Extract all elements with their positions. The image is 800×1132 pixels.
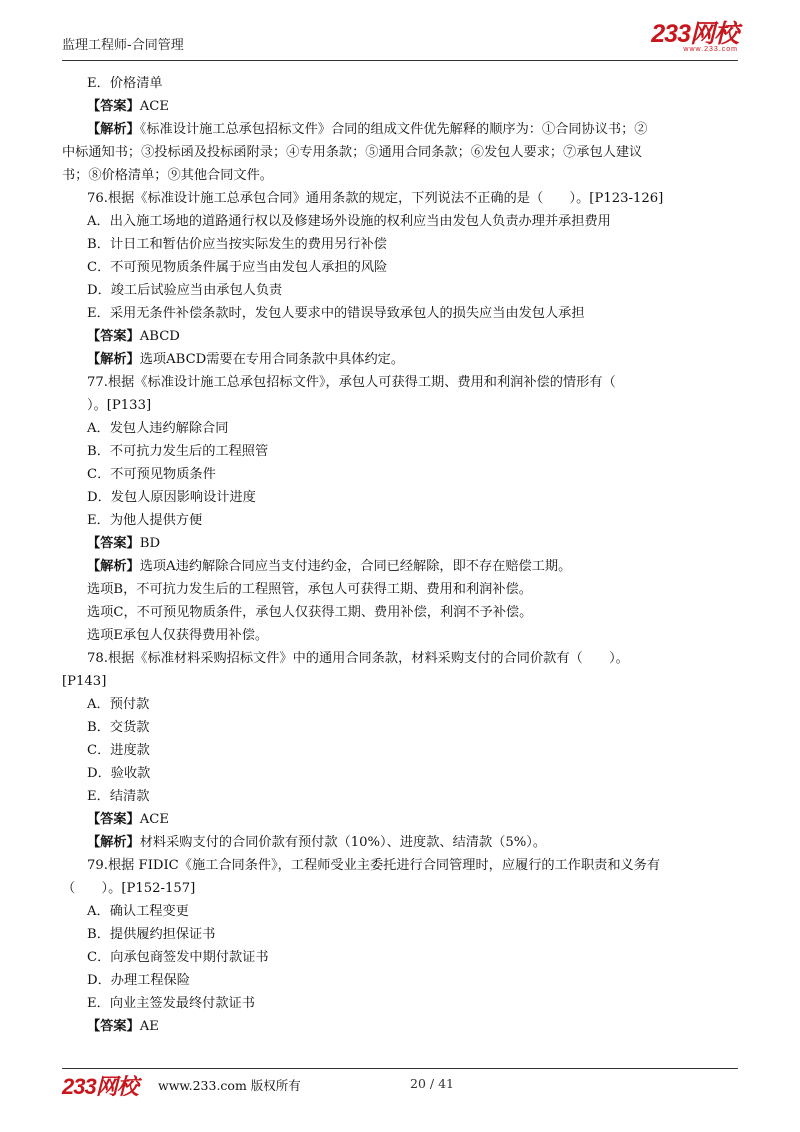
line-text: A．发包人违约解除合同 xyxy=(87,421,229,436)
text-line xyxy=(62,854,738,877)
line-text: C．进度款 xyxy=(87,743,150,758)
line-text: D．办理工程保险 xyxy=(87,973,190,988)
line-text: （ ）。[P152-157] xyxy=(62,881,196,896)
text-line xyxy=(62,992,738,1015)
text-line xyxy=(62,693,738,716)
line-text: B．不可抗力发生后的工程照管 xyxy=(87,444,269,459)
line-text: 77.根据《标准设计施工总承包招标文件》，承包人可获得工期、费用和利润补偿的情形有（ xyxy=(87,375,616,390)
text-line xyxy=(62,900,738,923)
text-line xyxy=(62,509,738,532)
text-line xyxy=(62,969,738,992)
line-text: AE xyxy=(139,1019,159,1034)
line-text: 选项ABCD需要在专用合同条款中具体约定。 xyxy=(139,352,405,367)
text-line xyxy=(62,325,738,348)
line-text: E．价格清单 xyxy=(87,76,163,91)
text-line xyxy=(62,1015,738,1038)
text-line xyxy=(62,601,738,624)
text-line xyxy=(62,187,738,210)
text-line xyxy=(62,95,738,118)
text-line xyxy=(62,739,738,762)
text-line xyxy=(62,486,738,509)
line-text: BD xyxy=(139,536,161,551)
line-text: E．结清款 xyxy=(87,789,150,804)
line-text: E．向业主签发最终付款证书 xyxy=(87,996,255,1011)
text-line xyxy=(62,118,738,141)
line-text: 选项C，不可预见物质条件，承包人仅获得工期、费用补偿，利润不予补偿。 xyxy=(87,605,533,620)
text-line xyxy=(62,923,738,946)
line-label: 【解析】 xyxy=(87,559,140,574)
document-title: 监理工程师-合同管理 xyxy=(62,38,184,53)
line-label: 【解析】 xyxy=(87,122,140,137)
text-line xyxy=(62,946,738,969)
page-footer xyxy=(62,1072,738,1099)
line-text: ）。[P133] xyxy=(87,398,152,413)
text-line xyxy=(62,440,738,463)
line-text: D．发包人原因影响设计进度 xyxy=(87,490,256,505)
line-label: 【答案】 xyxy=(87,1019,140,1034)
document-body xyxy=(62,72,738,1038)
text-line xyxy=(62,348,738,371)
line-text: ACE xyxy=(139,812,169,827)
text-line xyxy=(62,877,738,900)
text-line xyxy=(62,624,738,647)
text-line xyxy=(62,578,738,601)
text-line xyxy=(62,256,738,279)
page-header xyxy=(62,22,738,60)
logo-subtext: www.233.com xyxy=(683,46,738,53)
footer-logo: 233网校 xyxy=(62,1074,138,1099)
line-text: D．竣工后试验应当由承包人负责 xyxy=(87,283,283,298)
text-line xyxy=(62,785,738,808)
line-text: ABCD xyxy=(139,329,180,344)
line-text: C．向承包商签发中期付款证书 xyxy=(87,950,269,965)
line-text: E．为他人提供方便 xyxy=(87,513,203,528)
text-line xyxy=(62,233,738,256)
line-text: 中标通知书；③投标函及投标函附录；④专用条款；⑤通用合同条款；⑥发包人要求；⑦承包人建议 xyxy=(62,145,643,160)
line-text: 材料采购支付的合同价款有预付款（10%）、进度款、结清款（5%）。 xyxy=(139,835,547,850)
line-text: 《标准设计施工总承包招标文件》合同的组成文件优先解释的顺序为：①合同协议书；② xyxy=(139,122,648,137)
line-text: [P143] xyxy=(62,674,107,689)
text-line xyxy=(62,394,738,417)
line-label: 【答案】 xyxy=(87,99,140,114)
line-label: 【解析】 xyxy=(87,352,140,367)
text-line xyxy=(62,279,738,302)
page-number: 20 / 41 xyxy=(410,1076,454,1091)
text-line xyxy=(62,831,738,854)
text-line xyxy=(62,808,738,831)
line-text: C．不可预见物质条件 xyxy=(87,467,216,482)
line-text: ACE xyxy=(139,99,169,114)
line-text: A．确认工程变更 xyxy=(87,904,189,919)
header-divider xyxy=(62,60,738,61)
text-line xyxy=(62,141,738,164)
text-line xyxy=(62,210,738,233)
line-text: E．采用无条件补偿条款时，发包人要求中的错误导致承包人的损失应当由发包人承担 xyxy=(87,306,585,321)
text-line xyxy=(62,72,738,95)
line-text: 76.根据《标准设计施工总承包合同》通用条款的规定，下列说法不正确的是（ ）。[P123-126] xyxy=(87,191,664,206)
text-line xyxy=(62,302,738,325)
line-text: C．不可预见物质条件属于应当由发包人承担的风险 xyxy=(87,260,388,275)
text-line xyxy=(62,647,738,670)
text-line xyxy=(62,371,738,394)
line-label: 【答案】 xyxy=(87,812,140,827)
text-line xyxy=(62,164,738,187)
brand-logo xyxy=(651,22,738,53)
text-line xyxy=(62,716,738,739)
line-text: 78.根据《标准材料采购招标文件》中的通用合同条款，材料采购支付的合同价款有（ ）。 xyxy=(87,651,629,666)
line-text: B．计日工和暂估价应当按实际发生的费用另行补偿 xyxy=(87,237,387,252)
line-text: A．出入施工场地的道路通行权以及修建场外设施的权利应当由发包人负责办理并承担费用 xyxy=(87,214,611,229)
line-text: 选项E承包人仅获得费用补偿。 xyxy=(87,628,269,643)
line-text: 书；⑧价格清单；⑨其他合同文件。 xyxy=(62,168,273,183)
text-line xyxy=(62,417,738,440)
text-line xyxy=(62,463,738,486)
footer-copyright: www.233.com 版权所有 xyxy=(158,1078,301,1093)
line-text: 选项B，不可抗力发生后的工程照管，承包人可获得工期、费用和利润补偿。 xyxy=(87,582,532,597)
line-text: D．验收款 xyxy=(87,766,151,781)
line-label: 【解析】 xyxy=(87,835,140,850)
text-line xyxy=(62,762,738,785)
line-label: 【答案】 xyxy=(87,536,140,551)
text-line xyxy=(62,555,738,578)
line-text: B．交货款 xyxy=(87,720,150,735)
line-text: 选项A违约解除合同应当支付违约金，合同已经解除，即不存在赔偿工期。 xyxy=(139,559,572,574)
line-text: B．提供履约担保证书 xyxy=(87,927,216,942)
line-label: 【答案】 xyxy=(87,329,140,344)
text-line xyxy=(62,532,738,555)
line-text: 79.根据 FIDIC《施工合同条件》，工程师受业主委托进行合同管理时，应履行的工作职责和义务有 xyxy=(87,858,661,873)
footer-divider xyxy=(62,1068,738,1069)
text-line xyxy=(62,670,738,693)
logo-text: 233网校 xyxy=(651,20,738,48)
line-text: A．预付款 xyxy=(87,697,150,712)
